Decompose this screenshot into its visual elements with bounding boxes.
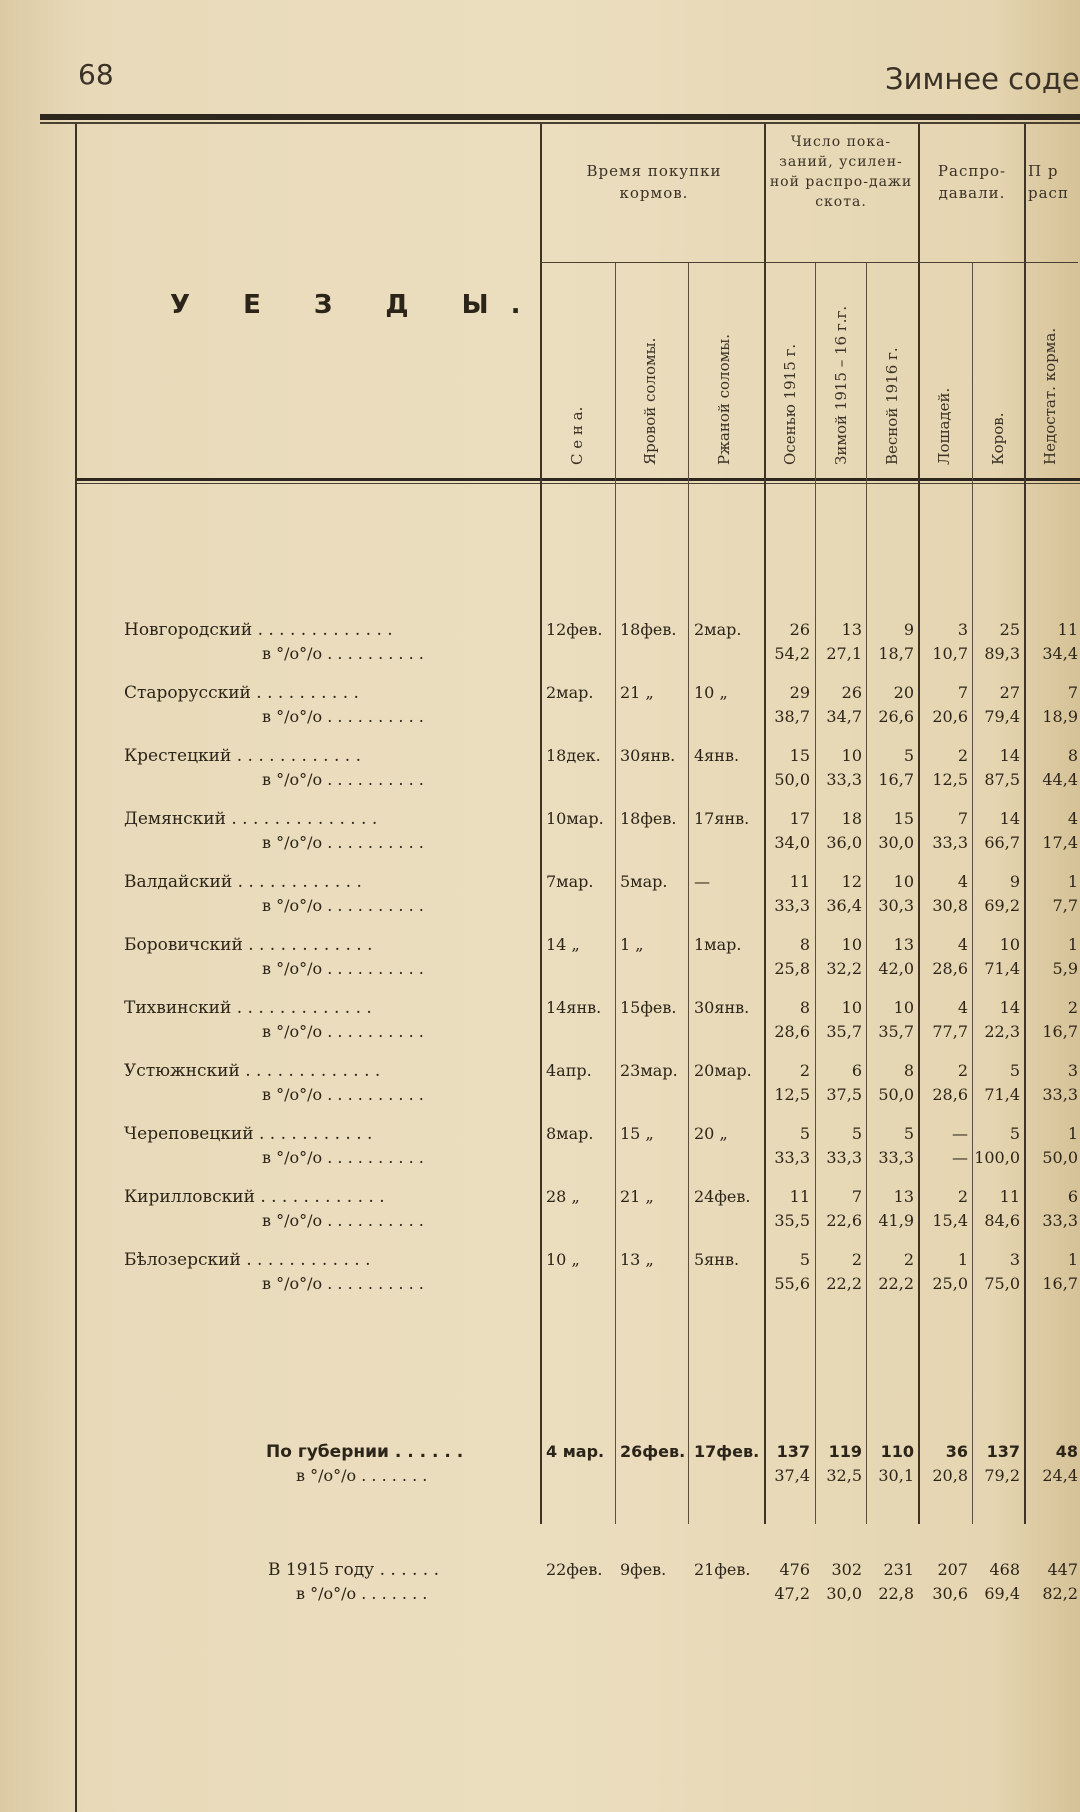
cell-c: 27 [999,683,1020,702]
col-divider-districts [540,124,542,1524]
cell-c-pct: 71,4 [984,959,1020,978]
row-name: Крестецкий . . . . . . . . . . . . [124,746,361,766]
cell-w-pct: 32,5 [826,1466,862,1485]
table-left-border [75,124,77,1812]
cell-s: 13 [893,1187,914,1206]
row-name: Кирилловский . . . . . . . . . . . . [124,1187,385,1207]
col-divider-spring-straw [688,262,689,1524]
cell-l-pct: 18,9 [1042,707,1078,726]
cell-a-pct: 28,6 [774,1022,810,1041]
cell-a: 5 [799,1250,810,1269]
cell-w-pct: 33,3 [826,1148,862,1167]
cell-c: 3 [1009,1250,1020,1269]
cell-spring-straw: 9фев. [620,1560,667,1579]
cell-spring-straw: 15 „ [620,1124,654,1143]
col-header-horses: Лошадей. [935,387,953,465]
cell-c-pct: 66,7 [984,833,1020,852]
cell-c: 14 [999,809,1020,828]
row-pct-label: в °/о°/о . . . . . . . . . . [262,833,424,852]
cell-l-pct: 16,7 [1042,1274,1078,1293]
row-pct-label: в °/о°/о . . . . . . . [296,1466,428,1485]
cell-a: 476 [779,1560,810,1579]
cell-a-pct: 33,3 [774,896,810,915]
cell-l-pct: 5,9 [1052,959,1078,978]
cell-hay: 14янв. [546,998,602,1017]
cell-c-pct: 79,2 [984,1466,1020,1485]
cell-h: 4 [957,872,968,891]
cell-s-pct: 22,8 [878,1584,914,1603]
cell-c-pct: 69,4 [984,1584,1020,1603]
top-rule [40,114,1080,120]
row-name: Новгородский . . . . . . . . . . . . . [124,620,393,640]
row-name: Боровичский . . . . . . . . . . . . [124,935,373,955]
cell-hay: 14 „ [546,935,580,954]
cell-c-pct: 75,0 [984,1274,1020,1293]
cell-w: 10 [841,746,862,765]
cell-rye-straw: 5янв. [694,1250,740,1269]
cell-h-pct: 15,4 [932,1211,968,1230]
cell-c-pct: 100,0 [974,1148,1020,1167]
cell-h: 36 [945,1442,968,1461]
cell-c: 14 [999,998,1020,1017]
cell-l: 447 [1047,1560,1078,1579]
cell-rye-straw: 20мар. [694,1061,752,1080]
cell-hay: 28 „ [546,1187,580,1206]
cell-s-pct: 50,0 [878,1085,914,1104]
col-header-lack: Недостат. корма. [1041,327,1059,465]
cell-h-pct: 25,0 [932,1274,968,1293]
cell-w-pct: 36,0 [826,833,862,852]
cell-s-pct: 18,7 [878,644,914,663]
cell-c: 14 [999,746,1020,765]
cell-h: 2 [957,1187,968,1206]
cell-c: 25 [999,620,1020,639]
cell-s-pct: 30,0 [878,833,914,852]
cell-a-pct: 25,8 [774,959,810,978]
group-header-sales: Число пока-заний, усилен-ной распро-дажи скота. [769,134,913,210]
cell-h: 1 [957,1250,968,1269]
cell-rye-straw: 24фев. [694,1187,751,1206]
cell-hay: 22фев. [546,1560,603,1579]
cell-w: 302 [831,1560,862,1579]
cell-h-pct: — [952,1148,968,1167]
cell-s-pct: 41,9 [878,1211,914,1230]
cell-c: 10 [999,935,1020,954]
row-name: Устюжнский . . . . . . . . . . . . . [124,1061,381,1081]
col-divider-sold [1024,124,1026,1524]
cell-s-pct: 35,7 [878,1022,914,1041]
cell-l: 8 [1067,746,1078,765]
cell-s: 9 [903,620,914,639]
row-pct-label: в °/о°/о . . . . . . . . . . [262,707,424,726]
cell-a-pct: 37,4 [774,1466,810,1485]
group-header-reason: П р расп [1028,162,1069,202]
cell-w-pct: 36,4 [826,896,862,915]
cell-a-pct: 50,0 [774,770,810,789]
cell-a: 137 [776,1442,810,1461]
cell-rye-straw: 1мар. [694,935,742,954]
cell-w: 6 [851,1061,862,1080]
cell-spring-straw: 13 „ [620,1250,654,1269]
cell-h: 7 [957,683,968,702]
col-header-spring-straw: Яровой соломы. [641,337,659,465]
cell-s: 2 [903,1250,914,1269]
cell-spring-straw: 26фев. [620,1442,686,1461]
cell-h-pct: 30,8 [932,896,968,915]
cell-l: 6 [1067,1187,1078,1206]
cell-hay: 10 „ [546,1250,580,1269]
cell-c-pct: 69,2 [984,896,1020,915]
cell-a: 15 [789,746,810,765]
cell-spring-straw: 5мар. [620,872,668,891]
cell-a-pct: 38,7 [774,707,810,726]
running-head: Зимнее соде [885,62,1080,96]
group-header-purchase: Время покупки кормов. [586,162,722,202]
cell-w-pct: 22,2 [826,1274,862,1293]
cell-c-pct: 71,4 [984,1085,1020,1104]
cell-rye-straw: 17фев. [694,1442,760,1461]
cell-h: 3 [957,620,968,639]
cell-w: 10 [841,935,862,954]
cell-l-pct: 82,2 [1042,1584,1078,1603]
cell-h-pct: 20,6 [932,707,968,726]
cell-rye-straw: 30янв. [694,998,750,1017]
col-header-winter: Зимой 1915 – 16 г.г. [832,305,850,465]
cell-w: 13 [841,620,862,639]
cell-w: 7 [851,1187,862,1206]
row-name: Старорусский . . . . . . . . . . [124,683,359,703]
col-divider-autumn [815,262,816,1524]
row-name: По губернии . . . . . . [266,1442,464,1462]
cell-hay: 4апр. [546,1061,592,1080]
cell-l-pct: 17,4 [1042,833,1078,852]
cell-w-pct: 33,3 [826,770,862,789]
cell-h-pct: 30,6 [932,1584,968,1603]
row-name: Череповецкий . . . . . . . . . . . [124,1124,373,1144]
cell-h: 207 [937,1560,968,1579]
col-divider-winter [866,262,867,1524]
cell-spring-straw: 15фев. [620,998,677,1017]
cell-hay: 8мар. [546,1124,594,1143]
cell-h: 2 [957,746,968,765]
cell-hay: 10мар. [546,809,604,828]
cell-w-pct: 27,1 [826,644,862,663]
cell-spring-straw: 1 „ [620,935,644,954]
cell-hay: 18дек. [546,746,601,765]
cell-hay: 12фев. [546,620,603,639]
cell-l-pct: 34,4 [1042,644,1078,663]
cell-hay: 4 мар. [546,1442,605,1461]
row-pct-label: в °/о°/о . . . . . . . . . . [262,1148,424,1167]
col-header-spring: Весной 1916 г. [883,347,901,465]
cell-spring-straw: 23мар. [620,1061,678,1080]
cell-l: 1 [1067,1250,1078,1269]
cell-h: 7 [957,809,968,828]
cell-s-pct: 33,3 [878,1148,914,1167]
cell-a: 8 [799,935,810,954]
cell-s: 5 [903,1124,914,1143]
cell-h: 2 [957,1061,968,1080]
cell-l-pct: 50,0 [1042,1148,1078,1167]
cell-s-pct: 42,0 [878,959,914,978]
cell-s: 13 [893,935,914,954]
cell-h-pct: 28,6 [932,959,968,978]
row-name: Валдайский . . . . . . . . . . . . [124,872,362,892]
cell-h-pct: 28,6 [932,1085,968,1104]
row-name: Тихвинский . . . . . . . . . . . . . [124,998,372,1018]
cell-a: 11 [789,1187,810,1206]
cell-c: 5 [1009,1061,1020,1080]
cell-w: 5 [851,1124,862,1143]
cell-rye-straw: 4янв. [694,746,740,765]
cell-w: 2 [851,1250,862,1269]
cell-w: 10 [841,998,862,1017]
cell-a: 29 [789,683,810,702]
cell-a-pct: 47,2 [774,1584,810,1603]
col-header-rye-straw: Ржаной соломы. [715,334,733,465]
cell-w-pct: 37,5 [826,1085,862,1104]
col-header-autumn: Осенью 1915 г. [781,343,799,465]
cell-l: 1 [1067,1124,1078,1143]
row-pct-label: в °/о°/о . . . . . . . [296,1584,428,1603]
cell-s-pct: 30,1 [878,1466,914,1485]
cell-c-pct: 84,6 [984,1211,1020,1230]
col-divider-sales [918,124,920,1524]
cell-rye-straw: 20 „ [694,1124,728,1143]
cell-s: 10 [893,998,914,1017]
header-bottom-rule [75,478,1080,481]
cell-w-pct: 32,2 [826,959,862,978]
cell-w: 18 [841,809,862,828]
cell-w-pct: 30,0 [826,1584,862,1603]
cell-a-pct: 35,5 [774,1211,810,1230]
row-name: Демянский . . . . . . . . . . . . . . [124,809,378,829]
cell-rye-straw: 10 „ [694,683,728,702]
cell-l: 11 [1057,620,1078,639]
group-header-sold: Распро-давали. [937,162,1007,202]
row-pct-label: в °/о°/о . . . . . . . . . . [262,1211,424,1230]
cell-spring-straw: 21 „ [620,1187,654,1206]
cell-s-pct: 22,2 [878,1274,914,1293]
row-name: Бѣлозерский . . . . . . . . . . . . [124,1250,371,1270]
row-pct-label: в °/о°/о . . . . . . . . . . [262,1274,424,1293]
cell-a: 17 [789,809,810,828]
row-pct-label: в °/о°/о . . . . . . . . . . [262,1085,424,1104]
cell-a: 11 [789,872,810,891]
cell-h: 4 [957,998,968,1017]
cell-a: 2 [799,1061,810,1080]
cell-l-pct: 24,4 [1042,1466,1078,1485]
cell-l: 4 [1067,809,1078,828]
cell-l-pct: 16,7 [1042,1022,1078,1041]
cell-a-pct: 33,3 [774,1148,810,1167]
cell-l-pct: 33,3 [1042,1211,1078,1230]
cell-w: 12 [841,872,862,891]
cell-w: 26 [841,683,862,702]
cell-c: 11 [999,1187,1020,1206]
page-number: 68 [78,58,114,91]
cell-spring-straw: 30янв. [620,746,676,765]
cell-h-pct: 10,7 [932,644,968,663]
cell-h-pct: 20,8 [932,1466,968,1485]
cell-a: 5 [799,1124,810,1143]
cell-a: 26 [789,620,810,639]
cell-c-pct: 87,5 [984,770,1020,789]
cell-c-pct: 22,3 [984,1022,1020,1041]
cell-h: — [952,1124,968,1143]
cell-h: 4 [957,935,968,954]
cell-a-pct: 55,6 [774,1274,810,1293]
cell-hay: 2мар. [546,683,594,702]
cell-spring-straw: 18фев. [620,809,677,828]
purchase-subheader-line [540,262,764,263]
cell-c: 5 [1009,1124,1020,1143]
cell-s: 8 [903,1061,914,1080]
cell-s: 5 [903,746,914,765]
header-bottom-rule-thin [75,483,1080,484]
cell-rye-straw: — [694,872,710,891]
cell-a-pct: 54,2 [774,644,810,663]
cell-s: 15 [893,809,914,828]
row-pct-label: в °/о°/о . . . . . . . . . . [262,896,424,915]
cell-c: 9 [1009,872,1020,891]
cell-s: 10 [893,872,914,891]
cell-h-pct: 12,5 [932,770,968,789]
cell-s-pct: 30,3 [878,896,914,915]
cell-c: 468 [989,1560,1020,1579]
row-pct-label: в °/о°/о . . . . . . . . . . [262,959,424,978]
cell-l: 2 [1067,998,1078,1017]
cell-rye-straw: 2мар. [694,620,742,639]
cell-a: 8 [799,998,810,1017]
cell-spring-straw: 21 „ [620,683,654,702]
cell-rye-straw: 17янв. [694,809,750,828]
cell-s: 231 [883,1560,914,1579]
cell-a-pct: 12,5 [774,1085,810,1104]
cell-l: 7 [1067,683,1078,702]
cell-c-pct: 79,4 [984,707,1020,726]
cell-a-pct: 34,0 [774,833,810,852]
cell-l-pct: 44,4 [1042,770,1078,789]
row-pct-label: в °/о°/о . . . . . . . . . . [262,1022,424,1041]
cell-spring-straw: 18фев. [620,620,677,639]
cell-s-pct: 26,6 [878,707,914,726]
cell-c: 137 [986,1442,1020,1461]
cell-h-pct: 33,3 [932,833,968,852]
cell-c-pct: 89,3 [984,644,1020,663]
row-pct-label: в °/о°/о . . . . . . . . . . [262,770,424,789]
col-divider-horses [972,262,973,1524]
cell-l-pct: 7,7 [1052,896,1078,915]
cell-s-pct: 16,7 [878,770,914,789]
col-divider-purchase [764,124,766,1524]
cell-h-pct: 77,7 [932,1022,968,1041]
sales-subheader-line [764,262,918,263]
cell-l: 1 [1067,872,1078,891]
sold-subheader-line [918,262,1078,263]
col-header-hay: С е н а. [568,406,586,465]
row-pct-label: в °/о°/о . . . . . . . . . . [262,644,424,663]
cell-w: 119 [828,1442,862,1461]
cell-l: 48 [1055,1442,1078,1461]
col-divider-hay [615,262,616,1524]
cell-hay: 7мар. [546,872,594,891]
cell-w-pct: 35,7 [826,1022,862,1041]
cell-l: 3 [1067,1061,1078,1080]
cell-l-pct: 33,3 [1042,1085,1078,1104]
cell-s: 110 [880,1442,914,1461]
top-rule-thin [40,122,1080,124]
cell-w-pct: 34,7 [826,707,862,726]
col-header-cows: Коров. [989,412,1007,465]
cell-s: 20 [893,683,914,702]
row-name: В 1915 году . . . . . . [268,1560,440,1580]
cell-w-pct: 22,6 [826,1211,862,1230]
cell-rye-straw: 21фев. [694,1560,751,1579]
districts-header: У Е З Д Ы. [170,290,543,320]
cell-l: 1 [1067,935,1078,954]
